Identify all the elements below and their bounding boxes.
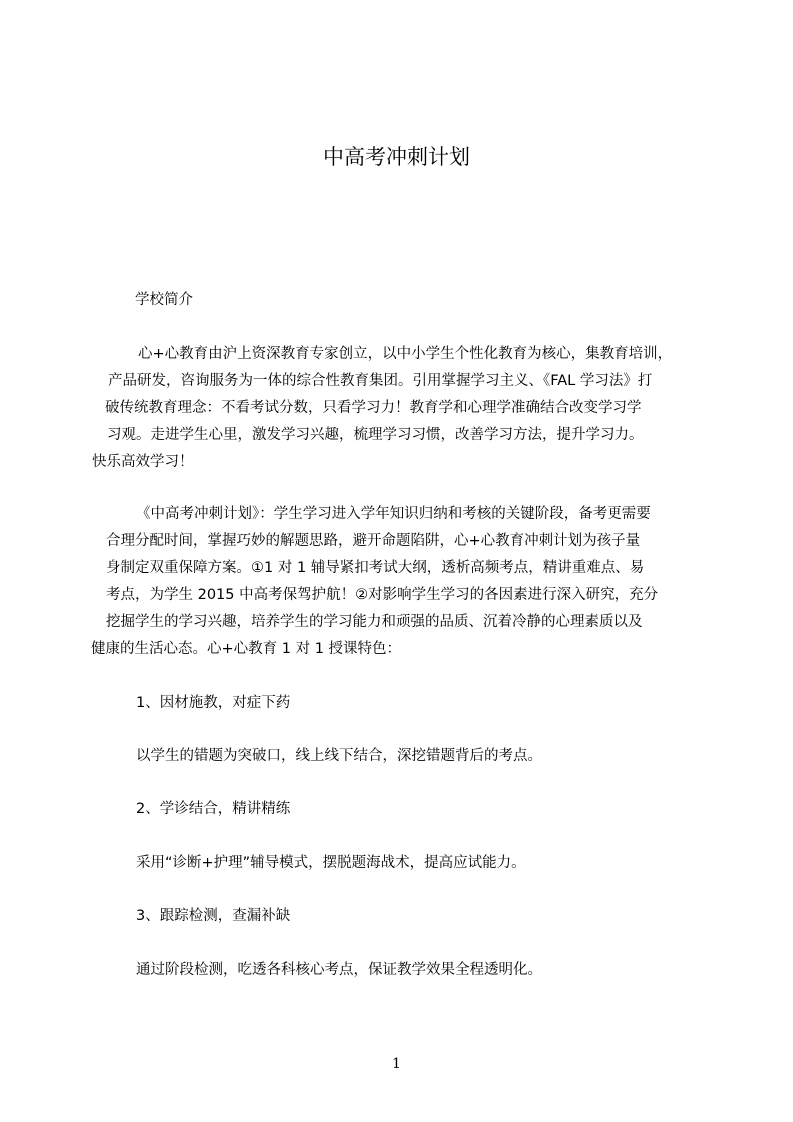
plan-line: 合理分配时间，掌握巧妙的解题思路，避开命题陷阱，心+心教育冲刺计划为孩子量 [106,533,641,549]
feature-text: 采用“诊断+护理”辅导模式，摆脱题海战术，提高应试能力。 [136,855,526,871]
feature-heading: 2、学诊结合，精讲精练 [136,801,291,817]
intro-line: 破传统教育理念：不看考试分数，只看学习力！教育学和心理学准确结合改变学习学 [105,400,642,416]
plan-line: 挖掘学生的学习兴趣，培养学生的学习能力和顽强的品质、沉着冷静的心理素质以及 [106,614,643,630]
document-title: 中高考冲刺计划 [323,145,470,169]
feature-text: 以学生的错题为突破口，线上线下结合，深挖错题背后的考点。 [136,748,542,764]
intro-line: 习观。走进学生心里，激发学习兴趣，梳理学习习惯，改善学习方法，提升学习力。 [107,427,644,443]
page-number: 1 [392,1056,401,1072]
section-heading: 学校简介 [135,292,193,308]
feature-heading: 1、因材施教，对症下药 [136,695,291,711]
plan-line: 《中高考冲刺计划》：学生学习进入学年知识归纳和考核的关键阶段，备考更需要 [136,506,651,522]
intro-line: 产品研发，咨询服务为一体的综合性教育集团。引用掌握学习主义、《FAL 学习法》打 [108,373,653,389]
plan-line: 健康的生活心态。心+心教育 1 对 1 授课特色： [91,641,402,657]
plan-line: 身制定双重保障方案。①1 对 1 辅导紧扣考试大纲，透析高频考点，精讲重难点、易 [106,560,645,576]
feature-heading: 3、跟踪检测，查漏补缺 [136,908,291,924]
feature-text: 通过阶段检测，吃透各科核心考点，保证教学效果全程透明化。 [136,962,542,978]
intro-line: 心+心教育由沪上资深教育专家创立，以中小学生个性化教育为核心，集教育培训， [138,346,673,362]
intro-line: 快乐高效学习！ [92,454,194,470]
plan-line: 考点，为学生 2015 中高考保驾护航！②对影响学生学习的各因素进行深入研究，充分 [106,587,659,603]
